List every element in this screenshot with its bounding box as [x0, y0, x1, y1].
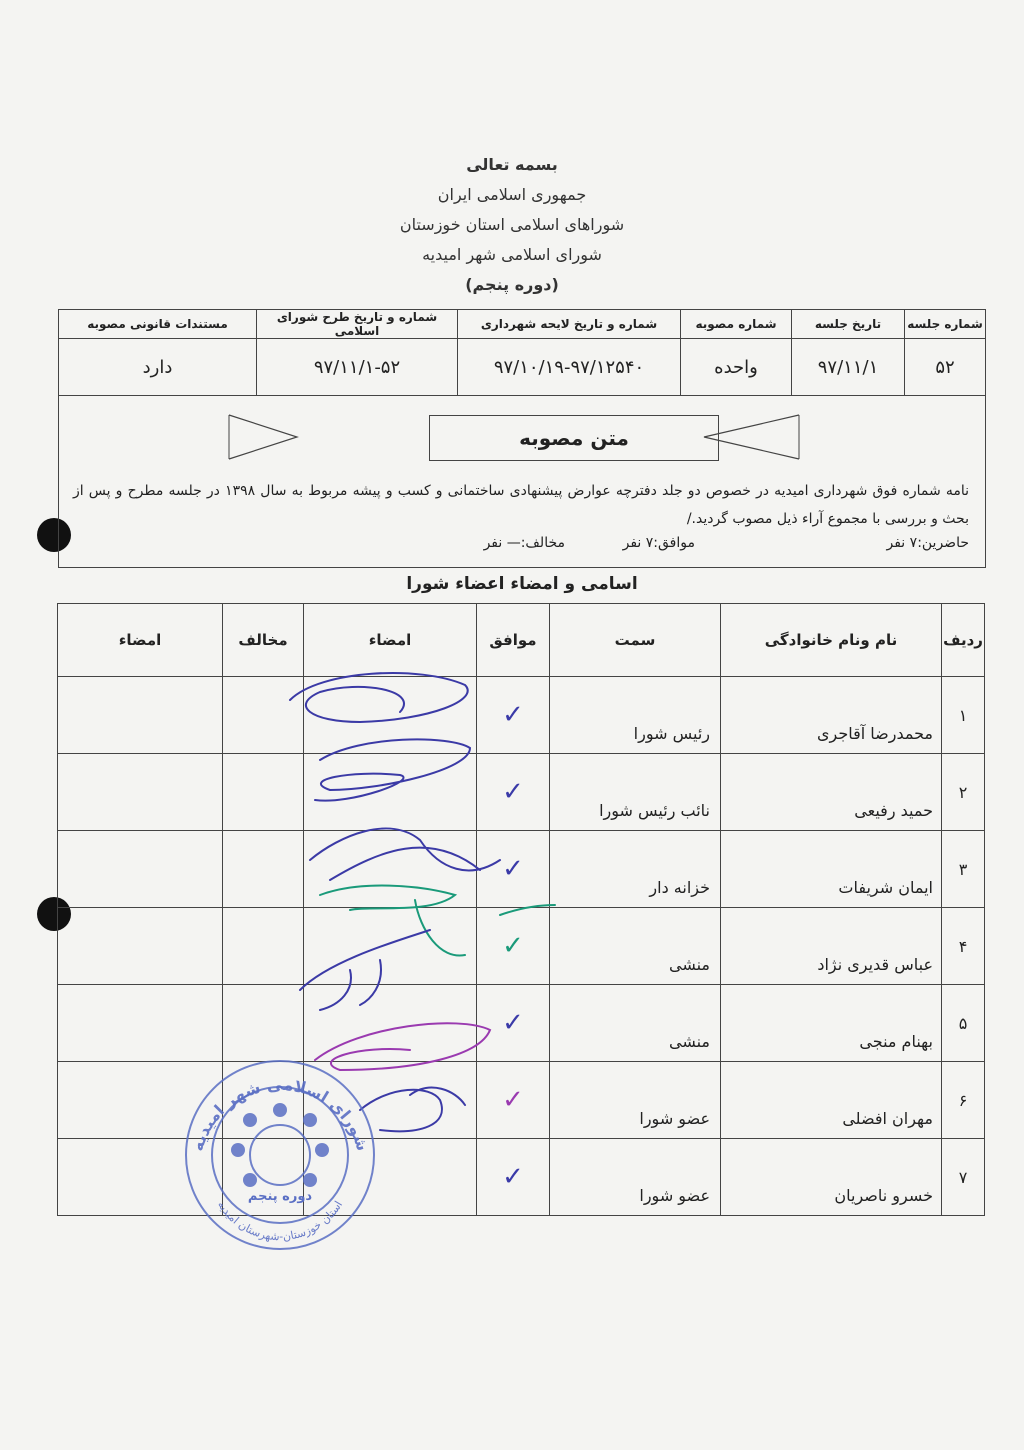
- oppose-cell: [223, 677, 304, 754]
- table-row: [58, 677, 985, 754]
- header-session-number: شماره جلسه: [905, 310, 986, 339]
- basmala: بسمه تعالی: [466, 155, 558, 174]
- oppose-signature-cell: [58, 677, 223, 754]
- table-row: [58, 1139, 985, 1216]
- agree-check: ✓: [477, 908, 550, 985]
- oppose-cell: [223, 908, 304, 985]
- header-agree: موافق: [477, 604, 550, 677]
- members-table: [57, 603, 985, 1216]
- member-name: حمید رفیعی: [721, 754, 942, 831]
- oppose-signature-cell: [58, 1139, 223, 1216]
- council-term: (دوره پنجم): [465, 275, 559, 294]
- table-row: [58, 1062, 985, 1139]
- oppose-signature-cell: [58, 1062, 223, 1139]
- table-row: [58, 908, 985, 985]
- resolution-text: نامه شماره فوق شهرداری امیدیه در خصوص دو جلد دفترچه عوارض پیشنهادی ساختمانی و کسب و پیشه مربوط به سال ۱۳۹۸ در جلسه مطرح و پس از بحث و بررسی با مجموع آراء ذیل مصوب گردید./: [73, 483, 969, 527]
- member-role: نائب رئیس شورا: [550, 754, 721, 831]
- header-session-date: تاریخ جلسه: [792, 310, 905, 339]
- row-number: ۶: [942, 1062, 985, 1139]
- members-title: اسامی و امضاء اعضاء شورا: [406, 574, 638, 594]
- province-council: شوراهای اسلامی استان خوزستان: [399, 215, 625, 234]
- header-position: سمت: [550, 604, 721, 677]
- signature-cell: [304, 677, 477, 754]
- letterhead: [0, 150, 1024, 300]
- agree-check: ✓: [477, 985, 550, 1062]
- row-number: ۴: [942, 908, 985, 985]
- municipal-bill: ۹۷/۱۰/۱۹-۹۷/۱۲۵۴۰: [458, 339, 681, 396]
- member-name: خسرو ناصریان: [721, 1139, 942, 1216]
- agree-count: موافق:۷ نفر: [622, 535, 695, 551]
- agree-check: ✓: [477, 1062, 550, 1139]
- member-role: عضو شورا: [550, 1139, 721, 1216]
- legal-basis: دارد: [59, 339, 257, 396]
- member-name: ایمان شریفات: [721, 831, 942, 908]
- session-number: ۵۲: [905, 339, 986, 396]
- present-count: حاضرین:۷ نفر: [886, 535, 969, 551]
- header-row-number: ردیف: [942, 604, 985, 677]
- resolution-box: [58, 395, 986, 568]
- table-row: [58, 831, 985, 908]
- member-role: عضو شورا: [550, 1062, 721, 1139]
- header-oppose-signature: امضاء: [58, 604, 223, 677]
- table-row: [58, 754, 985, 831]
- header-legal-basis: مستندات قانونی مصوبه: [59, 310, 257, 339]
- member-role: خزانه دار: [550, 831, 721, 908]
- row-number: ۳: [942, 831, 985, 908]
- header-full-name: نام ونام خانوادگی: [721, 604, 942, 677]
- table-row: [58, 985, 985, 1062]
- oppose-cell: [223, 985, 304, 1062]
- oppose-cell: [223, 754, 304, 831]
- member-role: رئیس شورا: [550, 677, 721, 754]
- oppose-signature-cell: [58, 831, 223, 908]
- signature-cell: [304, 754, 477, 831]
- country-name: جمهوری اسلامی ایران: [437, 185, 587, 204]
- header-oppose: مخالف: [223, 604, 304, 677]
- row-number: ۱: [942, 677, 985, 754]
- member-name: بهنام منجی: [721, 985, 942, 1062]
- header-agree-signature: امضاء: [304, 604, 477, 677]
- signature-cell: [304, 985, 477, 1062]
- stamp-outer-text: شورای اسلامی شهر امیدیه: [187, 1074, 373, 1154]
- member-name: مهران افضلی: [721, 1062, 942, 1139]
- row-number: ۲: [942, 754, 985, 831]
- oppose-cell: [223, 1062, 304, 1139]
- agree-check: ✓: [477, 831, 550, 908]
- member-role: منشی: [550, 985, 721, 1062]
- stamp-bottom-text: استان خوزستان-شهرستان امیدیه: [214, 1198, 346, 1244]
- oppose-signature-cell: [58, 754, 223, 831]
- agree-check: ✓: [477, 754, 550, 831]
- session-date: ۹۷/۱۱/۱: [792, 339, 905, 396]
- signature-cell: [304, 831, 477, 908]
- member-name: محمدرضا آقاجری: [721, 677, 942, 754]
- row-number: ۵: [942, 985, 985, 1062]
- member-name: عباس قدیری نژاد: [721, 908, 942, 985]
- oppose-signature-cell: [58, 985, 223, 1062]
- agree-check: ✓: [477, 677, 550, 754]
- header-municipal-bill: شماره و تاریخ لایحه شهرداری: [458, 310, 681, 339]
- council-plan: ۹۷/۱۱/۱-۵۲: [257, 339, 458, 396]
- city-council: شورای اسلامی شهر امیدیه: [422, 245, 602, 264]
- meta-table: [58, 309, 986, 396]
- resolution-title: متن مصوبه: [429, 415, 719, 461]
- oppose-count: مخالف:— نفر: [483, 535, 565, 551]
- signature-cell: [304, 1062, 477, 1139]
- oppose-cell: [223, 831, 304, 908]
- oppose-cell: [223, 1139, 304, 1216]
- signature-cell: [304, 908, 477, 985]
- agree-check: ✓: [477, 1139, 550, 1216]
- header-council-plan: شماره و تاریخ طرح شورای اسلامی: [257, 310, 458, 339]
- stamp-term-text: دوره پنجم: [247, 1189, 313, 1204]
- header-resolution-number: شماره مصوبه: [681, 310, 792, 339]
- oppose-signature-cell: [58, 908, 223, 985]
- signature-cell: [304, 1139, 477, 1216]
- resolution-number: واحده: [681, 339, 792, 396]
- row-number: ۷: [942, 1139, 985, 1216]
- member-role: منشی: [550, 908, 721, 985]
